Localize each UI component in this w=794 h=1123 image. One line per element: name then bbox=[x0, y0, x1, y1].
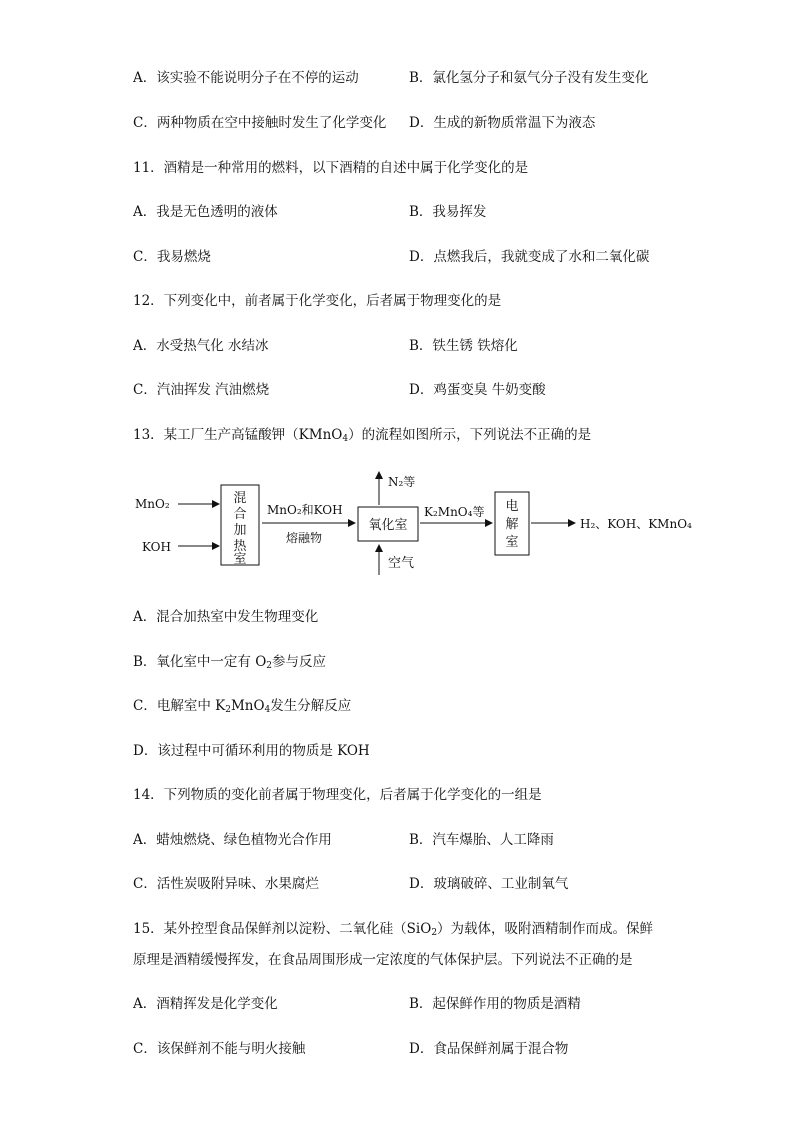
q11-option-b: B．我易挥发 bbox=[409, 204, 487, 220]
q13-option-d: D．该过程中可循环利用的物质是 KOH bbox=[133, 743, 370, 759]
q12-option-d: D．鸡蛋变臭 牛奶变酸 bbox=[409, 382, 546, 398]
box1-char-5: 室 bbox=[233, 552, 247, 567]
input-koh-label: KOH bbox=[142, 540, 171, 554]
q14-option-d: D．玻璃破碎、工业制氧气 bbox=[409, 876, 569, 892]
q13-option-c-subscript-1: 2 bbox=[225, 705, 231, 715]
air-input-label: 空气 bbox=[388, 556, 415, 571]
q15-option-a: A．酒精挥发是化学变化 bbox=[133, 996, 278, 1012]
q13-option-a: A．混合加热室中发生物理变化 bbox=[133, 609, 319, 625]
q15-stem-part2: ）为载体，吸附酒精制作而成。保鲜 bbox=[437, 921, 654, 937]
q12-option-a: A．水受热气化 水结冰 bbox=[133, 338, 269, 354]
q14-option-a: A．蜡烛燃烧、绿色植物光合作用 bbox=[133, 832, 332, 848]
q13-stem-subscript: 4 bbox=[342, 434, 349, 444]
input-mno2-label: MnO₂ bbox=[135, 497, 170, 511]
q13-option-c-part1: C．电解室中 K bbox=[133, 698, 226, 714]
box1-char-4: 热 bbox=[233, 539, 247, 554]
q10-option-a: A．该实验不能说明分子在不停的运动 bbox=[133, 70, 359, 86]
q13-option-c-part2: MnO bbox=[230, 698, 265, 714]
q13-option-c-part3: 发生分解反应 bbox=[270, 698, 352, 714]
box1-char-2: 合 bbox=[233, 507, 247, 522]
q15-stem-subscript: 2 bbox=[431, 928, 438, 938]
box3-char-3: 室 bbox=[505, 535, 519, 550]
box1-char-1: 混 bbox=[233, 491, 247, 506]
arrow1-top-label: MnO₂和KOH bbox=[267, 503, 343, 517]
oxidation-chamber-label: 氧化室 bbox=[368, 518, 408, 533]
q13-stem-part1: 13．某工厂生产高锰酸钾（KMnO bbox=[133, 427, 343, 443]
q10-option-d: D．生成的新物质常温下为液态 bbox=[409, 115, 596, 131]
box3-char-2: 解 bbox=[505, 517, 519, 532]
q12-option-b: B．铁生锈 铁熔化 bbox=[409, 338, 518, 354]
q15-stem-line1 bbox=[133, 917, 653, 938]
q14-option-b: B．汽车爆胎、人工降雨 bbox=[409, 832, 554, 848]
q11-option-d: D．点燃我后，我就变成了水和二氧化碳 bbox=[409, 249, 650, 265]
q13-option-c bbox=[133, 694, 351, 715]
q15-stem-part1: 15．某外控型食品保鲜剂以淀粉、二氧化硅（SiO bbox=[133, 921, 432, 937]
q11-option-a: A．我是无色透明的液体 bbox=[133, 204, 278, 220]
q13-stem-part2: ）的流程如图所示，下列说法不正确的是 bbox=[348, 427, 592, 443]
box1-char-3: 加 bbox=[233, 523, 247, 538]
q13-option-b-subscript: 2 bbox=[266, 661, 273, 671]
output-products-label: H₂、KOH、KMnO₄ bbox=[580, 517, 692, 531]
box3-char-1: 电 bbox=[505, 499, 519, 514]
arrow1-bottom-label: 熔融物 bbox=[286, 531, 323, 545]
q12-option-c: C．汽油挥发 汽油燃烧 bbox=[133, 382, 270, 398]
q13-option-b-part1: B．氧化室中一定有 O bbox=[133, 654, 267, 670]
q13-option-b-part2: 参与反应 bbox=[272, 654, 327, 670]
q14-option-c: C．活性炭吸附异味、水果腐烂 bbox=[133, 876, 319, 892]
q13-option-c-subscript-2: 4 bbox=[264, 705, 271, 715]
q11-option-c: C．我易燃烧 bbox=[133, 249, 211, 265]
q15-option-b: B．起保鲜作用的物质是酒精 bbox=[409, 996, 581, 1012]
q12-stem: 12．下列变化中，前者属于化学变化，后者属于物理变化的是 bbox=[133, 293, 502, 309]
q15-stem-line2: 原理是酒精缓慢挥发，在食品周围形成一定浓度的气体保护层。下列说法不正确的是 bbox=[133, 952, 633, 968]
q15-option-d: D．食品保鲜剂属于混合物 bbox=[409, 1041, 569, 1057]
q10-option-c: C．两种物质在空中接触时发生了化学变化 bbox=[133, 115, 387, 131]
n2-output-label: N₂等 bbox=[388, 475, 416, 489]
arrow2-top-label: K₂MnO₄等 bbox=[424, 505, 485, 519]
q14-stem: 14．下列物质的变化前者属于物理变化，后者属于化学变化的一组是 bbox=[133, 787, 542, 803]
q15-option-c: C．该保鲜剂不能与明火接触 bbox=[133, 1041, 306, 1057]
q13-option-b bbox=[133, 650, 326, 671]
q11-stem: 11．酒精是一种常用的燃料，以下酒精的自述中属于化学变化的是 bbox=[133, 160, 529, 176]
q10-option-b: B．氯化氢分子和氨气分子没有发生变化 bbox=[409, 70, 649, 86]
